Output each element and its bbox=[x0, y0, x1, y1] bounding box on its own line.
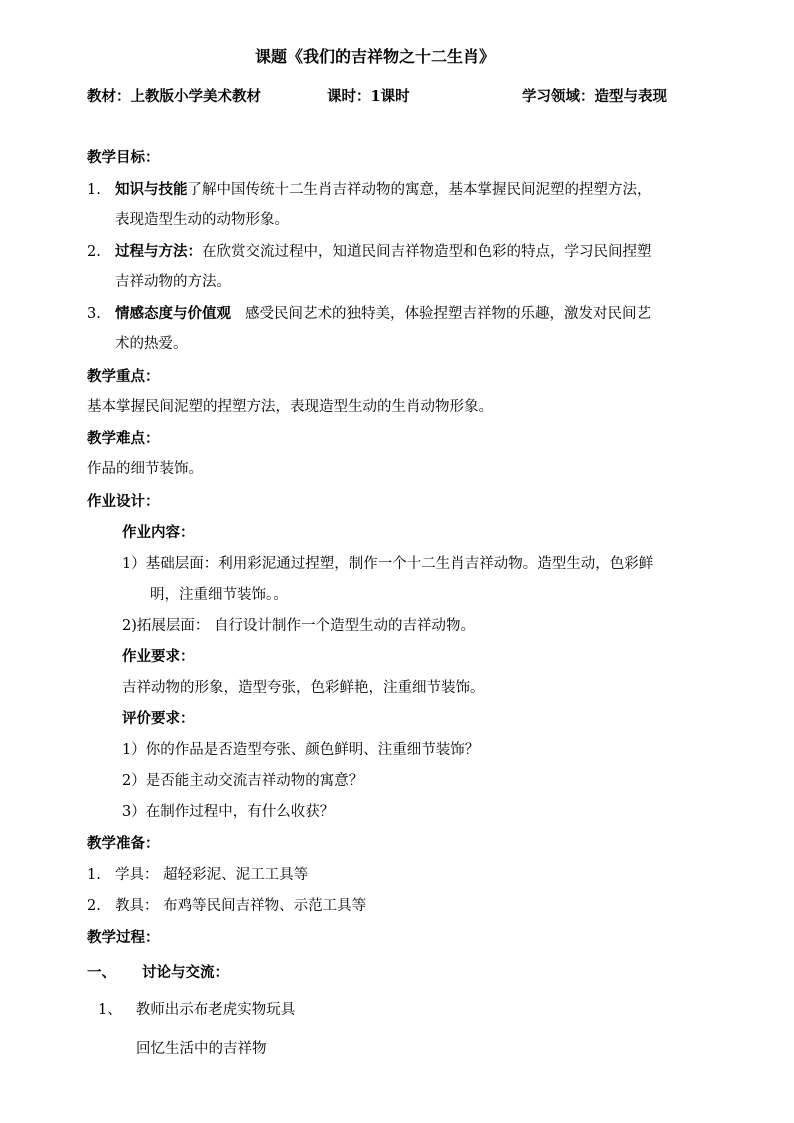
evaluation-item-1: 1）你的作品是否造型夸张、颜色鲜明、注重细节装饰？ bbox=[122, 742, 480, 758]
objectives-heading: 教学目标： bbox=[87, 149, 160, 166]
objective-label: 知识与技能 bbox=[115, 181, 188, 198]
objective-item-2-cont: 吉祥动物的方法。 bbox=[115, 274, 231, 290]
list-number: 3. bbox=[87, 306, 101, 322]
homework-item-1: 1）基础层面：利用彩泥通过捏塑，制作一个十二生肖吉祥动物。造型生动，色彩鲜 bbox=[122, 556, 654, 572]
objective-item-2 bbox=[87, 242, 652, 262]
list-number: 2. bbox=[87, 244, 101, 260]
objective-label: 过程与方法： bbox=[115, 243, 202, 260]
objective-text: 在欣赏交流过程中，知道民间吉祥物造型和色彩的特点，学习民间捏塑 bbox=[202, 244, 652, 260]
evaluation-item-3: 3）在制作过程中，有什么收获？ bbox=[122, 804, 335, 820]
process-heading: 教学过程： bbox=[87, 929, 160, 946]
homework-heading: 作业设计： bbox=[87, 493, 160, 510]
list-number: 2. bbox=[87, 898, 101, 914]
objective-item-1 bbox=[87, 180, 652, 200]
preparation-heading: 教学准备： bbox=[87, 835, 160, 852]
meta-hours: 课时：1课时 bbox=[327, 88, 410, 105]
step-number: 1、 bbox=[98, 1002, 122, 1018]
objective-label: 情感态度与价值观 bbox=[115, 305, 231, 322]
objective-item-3-cont: 术的热爱。 bbox=[115, 336, 188, 352]
section-title: 讨论与交流： bbox=[142, 964, 229, 981]
preparation-item-1 bbox=[87, 865, 308, 885]
preparation-text: 学具： 超轻彩泥、泥工工具等 bbox=[115, 867, 309, 883]
list-number: 1. bbox=[87, 182, 101, 198]
homework-requirements-text: 吉祥动物的形象，造型夸张，色彩鲜艳，注重细节装饰。 bbox=[122, 680, 485, 696]
step-text: 教师出示布老虎实物玩具 bbox=[135, 1002, 296, 1018]
preparation-text: 教具： 布鸡等民间吉祥物、示范工具等 bbox=[115, 898, 367, 914]
key-points-text: 基本掌握民间泥塑的捏塑方法，表现造型生动的生肖动物形象。 bbox=[87, 399, 493, 415]
objective-text: 感受民间艺术的独特美，体验捏塑吉祥物的乐趣，激发对民间艺 bbox=[245, 306, 651, 322]
evaluation-heading: 评价要求： bbox=[122, 710, 195, 727]
objective-item-1-cont: 表现造型生动的动物形象。 bbox=[115, 212, 289, 228]
process-section-1 bbox=[87, 963, 229, 983]
page-title: 课题《我们的吉祥物之十二生肖》 bbox=[255, 47, 496, 66]
objective-item-3 bbox=[87, 304, 651, 324]
difficulties-heading: 教学难点： bbox=[87, 430, 160, 447]
homework-content-heading: 作业内容： bbox=[122, 524, 195, 541]
homework-item-2: 2)拓展层面： 自行设计制作一个造型生动的吉祥动物。 bbox=[122, 618, 475, 634]
meta-textbook: 教材：上教版小学美术教材 bbox=[87, 88, 261, 105]
meta-domain: 学习领域：造型与表现 bbox=[522, 88, 667, 105]
preparation-item-2 bbox=[87, 896, 366, 916]
list-number: 1. bbox=[87, 867, 101, 883]
key-points-heading: 教学重点： bbox=[87, 368, 160, 385]
homework-item-1-cont: 明，注重细节装饰。。 bbox=[150, 587, 288, 603]
difficulties-text: 作品的细节装饰。 bbox=[87, 461, 203, 477]
evaluation-item-2: 2）是否能主动交流吉祥动物的寓意？ bbox=[122, 773, 364, 789]
objective-text: 了解中国传统十二生肖吉祥动物的寓意，基本掌握民间泥塑的捏塑方法， bbox=[187, 182, 652, 198]
process-step-1-sub: 回忆生活中的吉祥物 bbox=[136, 1041, 267, 1057]
homework-requirements-heading: 作业要求： bbox=[122, 648, 195, 665]
process-step-1 bbox=[98, 1000, 295, 1020]
section-number: 一、 bbox=[87, 964, 116, 981]
